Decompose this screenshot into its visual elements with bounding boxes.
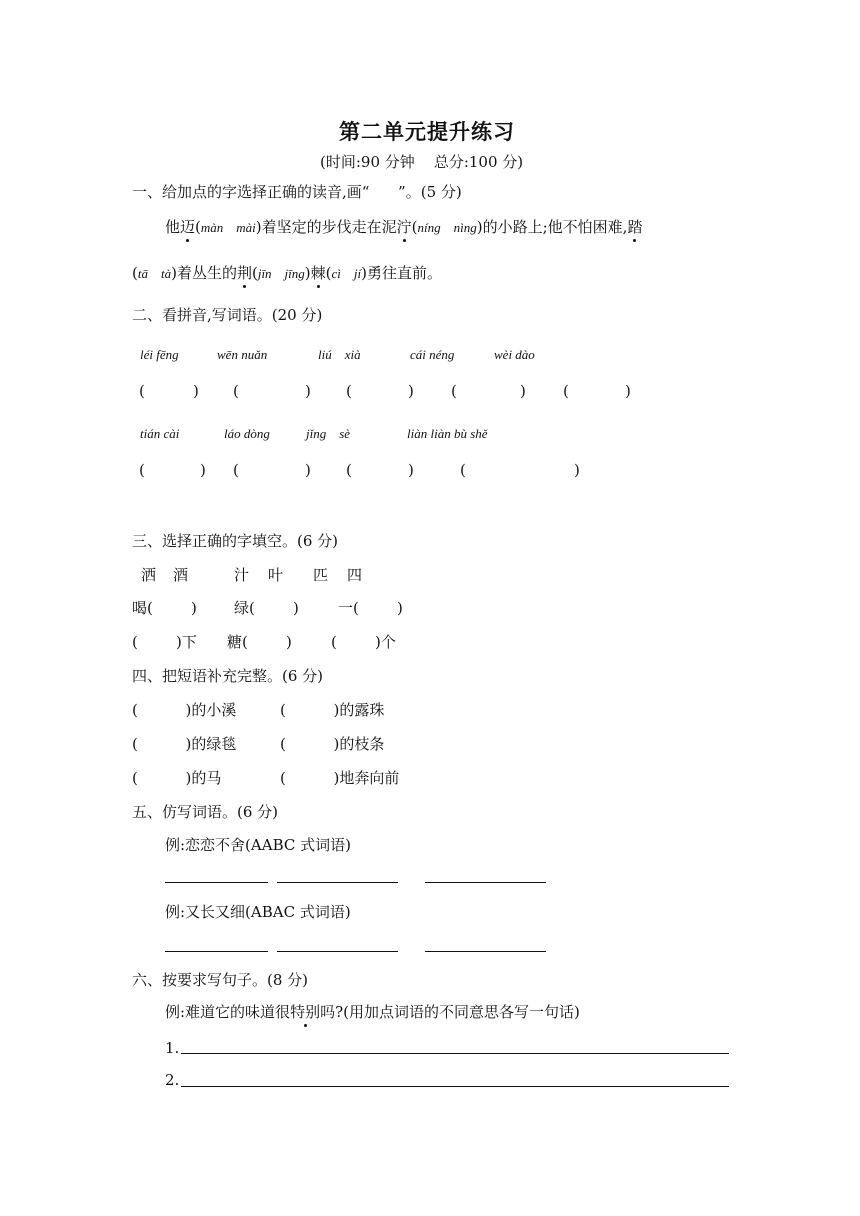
char-option: 洒 xyxy=(141,566,157,584)
char-option: 匹 xyxy=(313,566,329,584)
fill-blank-item[interactable]: 喝( ) xyxy=(132,599,197,617)
answer-box-close: ) xyxy=(520,382,526,400)
answer-box-close: ) xyxy=(625,382,631,400)
answer-number: 1. xyxy=(165,1039,180,1057)
pinyin-prompt: léi fēng xyxy=(140,347,179,362)
phrase-item[interactable]: ( )地奔向前 xyxy=(280,769,400,787)
section-4-heading: 四、把短语补充完整。(6 分) xyxy=(132,667,324,685)
dotted-char: 棘 xyxy=(310,264,326,282)
pinyin-prompt: cái néng xyxy=(410,347,455,362)
answer-line[interactable] xyxy=(425,882,546,883)
sentence-example: 例:难道它的味道很特别吗?(用加点词语的不同意思各写一句话) xyxy=(165,1003,580,1021)
section-5-heading: 五、仿写词语。(6 分) xyxy=(132,803,279,821)
fill-blank-item[interactable]: ( )下 xyxy=(132,633,197,651)
char-option: 四 xyxy=(347,566,363,584)
fill-blank-item[interactable]: 绿( ) xyxy=(234,599,299,617)
pinyin-prompt: tián cài xyxy=(140,426,180,441)
example-aabc: 例:恋恋不舍(AABC 式词语) xyxy=(165,836,351,854)
phrase-item[interactable]: ( )的马 xyxy=(132,769,222,787)
phrase-item[interactable]: ( )的绿毯 xyxy=(132,735,237,753)
sentence-answer-line[interactable] xyxy=(181,1086,729,1087)
char-option: 叶 xyxy=(268,566,284,584)
section-1-paragraph-line-2: (tā tà)着丛生的荆(jīn jīng)棘(cì jí)勇往直前。 xyxy=(132,264,442,282)
section-6-heading: 六、按要求写句子。(8 分) xyxy=(132,971,309,989)
answer-line[interactable] xyxy=(165,882,268,883)
dotted-char: 迈 xyxy=(180,218,196,236)
phrase-item[interactable]: ( )的小溪 xyxy=(132,701,237,719)
section-1-heading: 一、给加点的字选择正确的读音,画“ ”。(5 分) xyxy=(132,183,462,201)
pinyin-options: cì jí xyxy=(331,266,362,281)
dotted-char: 泞 xyxy=(396,218,412,236)
char-option: 酒 xyxy=(173,566,189,584)
pinyin-prompt: liàn liàn bù shě xyxy=(407,426,488,441)
section-1-paragraph-line-1: 他迈(màn mài)着坚定的步伐走在泥泞(níng nìng)的小路上;他不怕困难,踏 xyxy=(165,218,643,236)
answer-box-open[interactable]: ( xyxy=(139,382,145,400)
answer-box-open[interactable]: ( xyxy=(451,382,457,400)
answer-box-open[interactable]: ( xyxy=(563,382,569,400)
section-3-heading: 三、选择正确的字填空。(6 分) xyxy=(132,532,339,550)
pinyin-options: jīn jīng xyxy=(257,266,305,281)
answer-box-close: ) xyxy=(574,461,580,479)
fill-blank-item[interactable]: 一( ) xyxy=(338,599,403,617)
answer-number: 2. xyxy=(165,1071,180,1089)
pinyin-options: níng nìng xyxy=(417,220,477,235)
page-title: 第二单元提升练习 xyxy=(339,119,515,144)
answer-line[interactable] xyxy=(277,951,398,952)
pinyin-options: màn mài xyxy=(200,220,256,235)
phrase-item[interactable]: ( )的露珠 xyxy=(280,701,385,719)
example-abac: 例:又长又细(ABAC 式词语) xyxy=(165,903,351,921)
answer-line[interactable] xyxy=(277,882,398,883)
pinyin-prompt: liú xià xyxy=(318,347,361,362)
fill-blank-item[interactable]: ( )个 xyxy=(331,633,396,651)
answer-box-close: ) xyxy=(305,461,311,479)
pinyin-options: tā tà xyxy=(137,266,172,281)
answer-box-open[interactable]: ( xyxy=(346,461,352,479)
pinyin-prompt: wēn nuǎn xyxy=(217,347,268,362)
dotted-char: 荆 xyxy=(236,264,252,282)
answer-box-close: ) xyxy=(408,461,414,479)
page-subtitle: (时间:90 分钟 总分:100 分) xyxy=(320,153,524,171)
pinyin-prompt: láo dòng xyxy=(224,426,270,441)
answer-box-open[interactable]: ( xyxy=(139,461,145,479)
answer-line[interactable] xyxy=(165,951,268,952)
section-2-heading: 二、看拼音,写词语。(20 分) xyxy=(132,306,323,324)
pinyin-prompt: jǐng sè xyxy=(306,426,351,441)
pinyin-prompt: wèi dào xyxy=(494,347,535,362)
answer-box-close: ) xyxy=(408,382,414,400)
answer-box-open[interactable]: ( xyxy=(233,382,239,400)
fill-blank-item[interactable]: 糖( ) xyxy=(227,633,292,651)
char-option: 汁 xyxy=(234,566,250,584)
phrase-item[interactable]: ( )的枝条 xyxy=(280,735,385,753)
answer-line[interactable] xyxy=(425,951,546,952)
answer-box-open[interactable]: ( xyxy=(233,461,239,479)
answer-box-close: ) xyxy=(200,461,206,479)
answer-box-open[interactable]: ( xyxy=(346,382,352,400)
dotted-word: 特别 xyxy=(290,1003,321,1021)
answer-box-close: ) xyxy=(305,382,311,400)
sentence-answer-line[interactable] xyxy=(181,1053,729,1054)
dotted-char: 踏 xyxy=(627,218,643,236)
answer-box-open[interactable]: ( xyxy=(460,461,466,479)
answer-box-close: ) xyxy=(193,382,199,400)
